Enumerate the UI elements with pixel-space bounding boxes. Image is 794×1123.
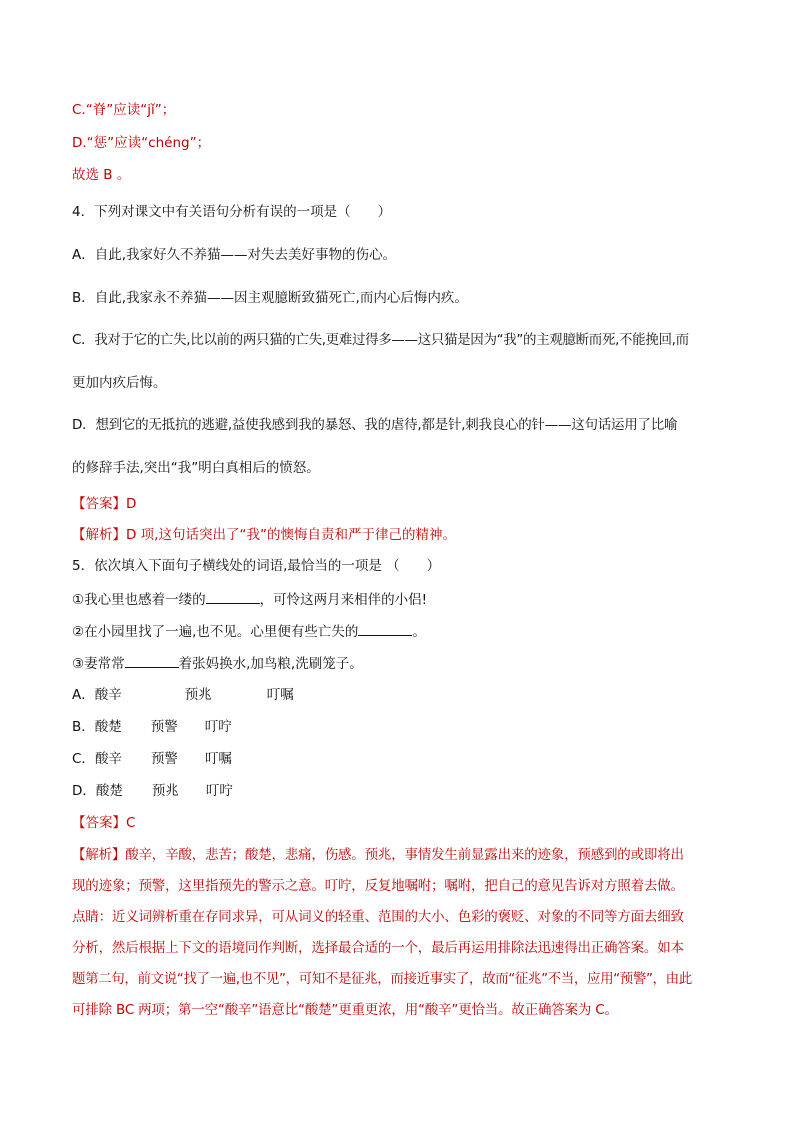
question-5: 5．依次填入下面句子横线处的词语,最恰当的一项是 （ ） — [72, 558, 441, 574]
option-word: 预兆 — [151, 783, 179, 799]
q5-analysis-line1 — [72, 845, 724, 865]
prev-option-c: C.“脊”应读“jǐ”； — [72, 102, 176, 118]
sentence-text: ，可怜这两月来相伴的小侣! — [259, 592, 428, 608]
answer-value: C — [126, 815, 136, 831]
q5-sentence-3 — [72, 653, 724, 674]
analysis-tag: 【解析】 — [72, 527, 126, 543]
option-word: 叮咛 — [205, 783, 233, 799]
q5-analysis-line2: 现的迹象；预警，这里指预先的警示之意。叮咛，反复地嘱咐；嘱咐，把自己的意见告诉对方照着去做。 — [72, 878, 684, 894]
option-word: 预兆 — [184, 687, 212, 703]
option-word: 酸楚 — [95, 783, 123, 799]
option-word: 酸辛 — [94, 751, 122, 767]
option-word: 酸辛 — [94, 687, 122, 703]
fill-blank — [125, 653, 179, 668]
q5-option-a — [72, 685, 724, 705]
analysis-text: D 项,这句话突出了“我”的懊悔自责和严于律己的精神。 — [126, 527, 456, 543]
q4-answer — [72, 494, 724, 514]
q4-option-b: B．自此,我家永不养猫——因主观臆断致猫死亡,而内心后悔内疚。 — [72, 290, 468, 306]
option-word: 叮咛 — [204, 719, 232, 735]
q4-option-c-line2: 更加内疚后悔。 — [72, 375, 167, 391]
option-word: 叮嘱 — [266, 687, 294, 703]
q4-option-d-line1: D．想到它的无抵抗的逃避,益使我感到我的暴怒、我的虐待,都是针,刺我良心的针——这句话运用了比喻 — [72, 417, 678, 433]
q5-analysis-line3: 点睛：近义词辨析重在存同求异，可从词义的轻重、范围的大小、色彩的褒贬、对象的不同等方面去细致 — [72, 909, 684, 925]
q5-answer — [72, 813, 724, 833]
q5-sentence-1 — [72, 589, 724, 610]
q5-analysis-line5: 题第二句，前文说“找了一遍,也不见”，可知不是征兆，而接近事实了，故而“征兆”不当，应用“预警”，由此 — [72, 971, 692, 987]
analysis-text: 酸辛，辛酸，悲苦；酸楚，悲痛，伤感。预兆，事情发生前显露出来的迹象，预感到的或即将出 — [125, 847, 684, 863]
option-word: 预警 — [150, 719, 178, 735]
answer-tag: 【答案】 — [72, 815, 126, 831]
fill-blank — [206, 589, 260, 604]
sentence-text: 着张妈换水,加鸟粮,洗刷笼子。 — [178, 656, 363, 672]
sentence-text: ②在小园里找了一遍,也不见。心里便有些亡失的 — [72, 624, 359, 640]
q5-analysis-line6: 可排除 BC 两项；第一空“酸辛”语意比“酸楚”更重更浓，用“酸辛”更恰当。故正确答案为 C。 — [72, 1002, 618, 1018]
fill-blank — [358, 621, 412, 636]
sentence-text: ③妻常常 — [72, 656, 125, 672]
analysis-tag: 【解析】 — [72, 847, 126, 863]
answer-tag: 【答案】 — [72, 496, 126, 512]
q5-option-b — [72, 717, 724, 737]
option-letter: D． — [72, 783, 96, 799]
prev-conclusion: 故选 B 。 — [72, 167, 131, 183]
option-word: 酸楚 — [94, 719, 122, 735]
q5-option-c — [72, 749, 724, 769]
q5-sentence-2 — [72, 621, 724, 642]
q5-option-d — [72, 781, 724, 801]
option-letter: C． — [72, 751, 95, 767]
q5-analysis-line4: 分析，然后根据上下文的语境同作判断，选择最合适的一个，最后再运用排除法迅速得出正确答案。如本 — [72, 940, 684, 956]
prev-option-d: D.“惩”应读“chéng”； — [72, 135, 211, 151]
q4-option-c-line1: C．我对于它的亡失,比以前的两只猫的亡失,更难过得多——这只猫是因为“我”的主观臆断而死,不能挽回,而 — [72, 332, 689, 348]
answer-value: D — [126, 496, 137, 512]
question-4: 4．下列对课文中有关语句分析有误的一项是（ ） — [72, 204, 392, 220]
option-word: 叮嘱 — [204, 751, 232, 767]
q4-option-a: A．自此,我家好久不养猫——对失去美好事物的伤心。 — [72, 247, 397, 263]
option-letter: A． — [72, 687, 95, 703]
sentence-text: 。 — [412, 624, 426, 640]
q4-analysis — [72, 525, 724, 545]
option-word: 预警 — [150, 751, 178, 767]
q4-option-d-line2: 的修辞手法,突出“我”明白真相后的愤怒。 — [72, 460, 320, 476]
sentence-text: ①我心里也感着一缕的 — [72, 592, 206, 608]
option-letter: B． — [72, 719, 95, 735]
